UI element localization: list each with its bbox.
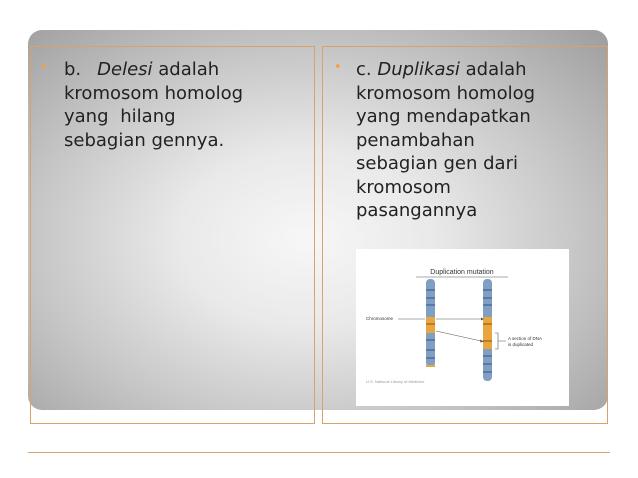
right-bullet-icon: • (334, 60, 342, 75)
left-line3-a: yang (64, 106, 109, 127)
footer-divider (28, 452, 610, 453)
left-prefix: b. (64, 59, 82, 80)
left-line-4: sebagian gennya. (64, 129, 225, 151)
right-line-5: sebagian gen dari (356, 153, 518, 174)
right-line1-rest: adalah (465, 59, 527, 80)
right-line-6: kromosom (356, 176, 451, 198)
chromosome-normal (426, 279, 435, 367)
duplication-arrows (436, 318, 484, 343)
right-line-4: penambahan (356, 129, 475, 151)
duplication-mutation-figure (356, 249, 569, 406)
left-line3-b: hilang (120, 106, 176, 127)
right-term: Duplikasi (377, 59, 460, 80)
left-line-2: kromosom homolog (64, 82, 244, 104)
right-line-1 (356, 58, 535, 82)
right-bullet-text (356, 58, 535, 223)
figure-title: Duplication mutation (430, 269, 494, 276)
annotation-line-2: is duplicated (508, 342, 534, 347)
left-line1-rest: adalah (158, 59, 220, 80)
figure-credit: U.S. National Library of Medicine (366, 379, 425, 384)
right-line-2: kromosom homolog (356, 82, 536, 104)
left-line-3 (64, 105, 243, 129)
right-line-7: pasangannya (356, 200, 478, 221)
left-bullet-icon: • (40, 60, 48, 75)
left-bullet-text (64, 58, 243, 152)
annotation-line-1: A section of DNA (508, 336, 543, 341)
chromosome-duplicated (483, 279, 492, 381)
left-term: Delesi (97, 59, 153, 80)
figure-illustration (356, 249, 569, 406)
right-prefix: c. (356, 59, 372, 80)
duplication-bracket (495, 333, 498, 349)
chromosome-label: Chromosome (366, 316, 394, 321)
left-line-1 (64, 58, 243, 82)
right-line-3: yang mendapatkan (356, 106, 531, 127)
